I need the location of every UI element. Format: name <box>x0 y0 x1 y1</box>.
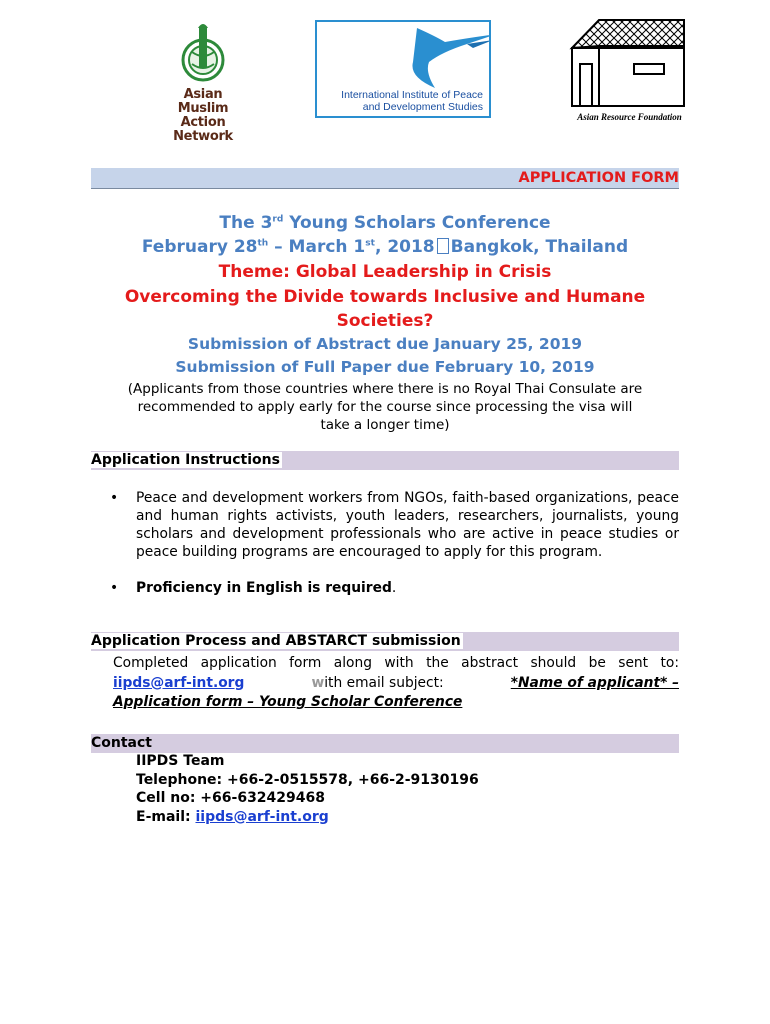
date-a: February 28 <box>141 237 258 257</box>
iipds-line1: International Institute of Peace <box>341 89 483 101</box>
arf-logo <box>562 18 697 122</box>
contact-block <box>136 752 479 826</box>
english-requirement <box>136 579 679 597</box>
arf-name: Asian Resource Foundation <box>577 112 682 122</box>
eligibility-text: Peace and development workers from NGOs, faith-based organizations, peace and human rights activists, youth leaders, researchers, journalists, young scholars and development professionals who are active in peace studies or peace building programs are encouraged to apply for this program. <box>136 490 679 560</box>
contact-heading <box>91 734 679 753</box>
title-post: Young Scholars Conference <box>283 213 551 233</box>
paper-due: Submission of Full Paper due February 10, 2019 <box>175 358 595 376</box>
conference-dates <box>91 237 679 257</box>
list-item <box>110 489 679 561</box>
instructions-list <box>110 489 679 597</box>
list-item <box>110 579 679 597</box>
amnet-line2: Action Network <box>173 115 233 144</box>
instructions-heading-text: Application Instructions <box>91 452 280 468</box>
contact-team: IIPDS Team <box>136 753 225 769</box>
amnet-logo <box>158 22 248 144</box>
date-location: Bangkok, Thailand <box>450 237 629 257</box>
bullet-icon: • <box>110 490 119 506</box>
application-form-bar <box>91 168 679 189</box>
note-line3: take a longer time) <box>320 417 450 433</box>
date-a-sup: th <box>257 238 269 249</box>
iipds-dove-logo-icon <box>317 22 489 92</box>
iipds-logo <box>315 20 491 118</box>
subject-line2: Application form – Young Scholar Conference <box>113 694 463 710</box>
theme-line3: Societies? <box>336 311 434 331</box>
contact-email <box>136 808 479 827</box>
contact-heading-text: Contact <box>91 735 152 751</box>
theme-line2: Overcoming the Divide towards Inclusive and Humane <box>124 287 646 307</box>
subject-line1: *Name of applicant* – <box>510 674 679 691</box>
title-sup: rd <box>272 214 284 225</box>
instructions-heading <box>91 451 679 470</box>
amnet-logo-icon <box>178 22 228 84</box>
process-line1: Completed application form along with the abstract should be sent to: <box>113 655 679 671</box>
title-pre: The 3 <box>219 213 273 233</box>
date-b-sup: st <box>365 238 375 249</box>
process-heading <box>91 632 679 651</box>
note-line2: recommended to apply early for the course since processing the visa will <box>137 399 633 415</box>
abstract-due: Submission of Abstract due January 25, 2019 <box>187 335 583 353</box>
process-heading-text: Application Process and ABSTARCT submission <box>91 633 461 649</box>
contact-cell: Cell no: +66-632429468 <box>136 790 325 806</box>
date-c: , 2018 <box>374 237 435 257</box>
visa-note <box>91 380 679 434</box>
process-text <box>113 654 679 713</box>
w-char: w <box>311 674 325 691</box>
missing-glyph <box>437 238 449 254</box>
date-b: – March 1 <box>268 237 366 257</box>
application-form-label: APPLICATION FORM <box>518 170 679 186</box>
contact-email-link[interactable]: iipds@arf-int.org <box>195 808 329 825</box>
theme-line1: Theme: Global Leadership in Crisis <box>218 262 552 282</box>
contact-email-label: E-mail: <box>136 808 196 825</box>
process-line2 <box>113 674 679 694</box>
english-requirement-end: . <box>391 580 397 596</box>
iipds-line2: and Development Studies <box>362 101 483 113</box>
conference-title <box>91 213 679 233</box>
arf-house-logo-icon <box>562 18 697 108</box>
note-line1: (Applicants from those countries where there is no Royal Thai Consulate are <box>127 381 643 397</box>
process-subject-intro: ith email subject: <box>324 674 444 691</box>
amnet-line1: Asian Muslim <box>177 87 229 116</box>
contact-telephone: Telephone: +66-2-0515578, +66-2-9130196 <box>136 771 479 788</box>
english-requirement-text: Proficiency in English is required <box>136 580 392 596</box>
bullet-icon: • <box>110 580 119 596</box>
process-email-link[interactable]: iipds@arf-int.org <box>113 674 245 691</box>
